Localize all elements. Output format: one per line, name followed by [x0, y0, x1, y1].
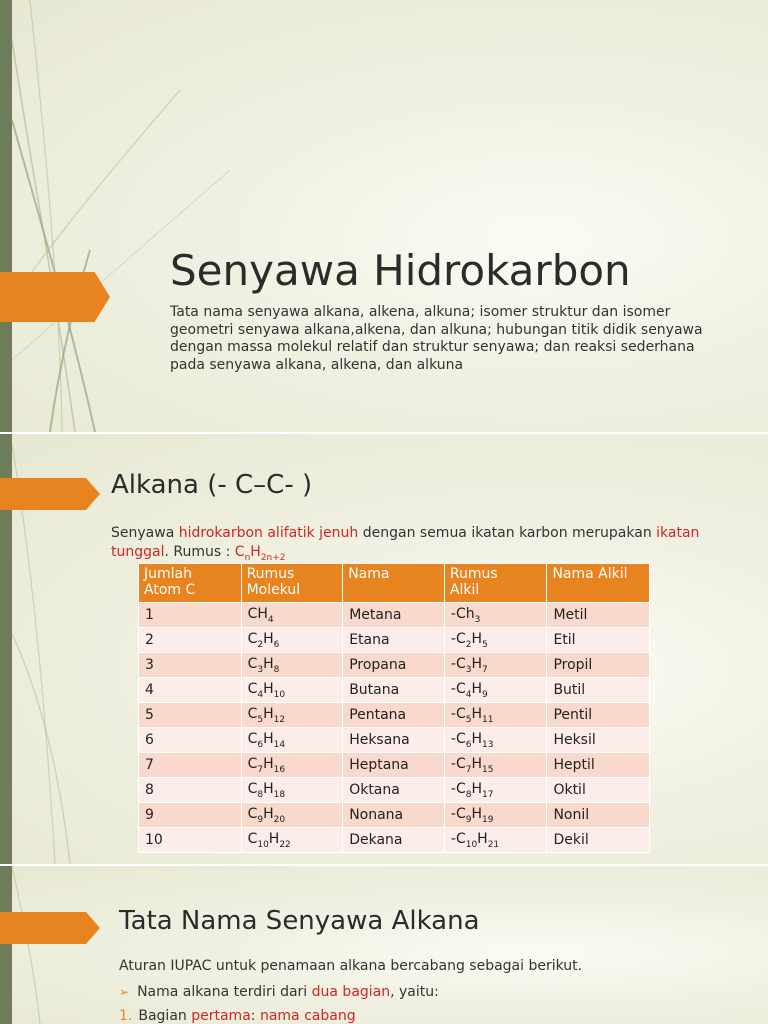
header-jumlah-atom: Jumlah Atom C: [139, 564, 242, 603]
slide-title: [0, 0, 768, 432]
header-nama-alkil: Nama Alkil: [547, 564, 650, 603]
table-row: 6 $C_6H_{14}$ Heksana $-C_6H_{13}$ Heksil: [139, 728, 650, 753]
header-rumus-molekul: Rumus Molekul: [241, 564, 343, 603]
accent-arrow: [0, 478, 100, 510]
table-row: 2 $C_2H_6$ Etana $-C_2H_5$ Etil: [139, 628, 650, 653]
table-row: 9 $C_9H_{20}$ Nonana $-C_9H_{19}$ Nonil: [139, 803, 650, 828]
highlight-term: ikatan tunggal: [111, 525, 700, 560]
table-row: 5 $C_5H_{12}$ Pentana $-C_5H_{11}$ Pentil: [139, 703, 650, 728]
highlight-term: hidrokarbon alifatik jenuh: [178, 525, 359, 541]
accent-arrow: [0, 272, 110, 322]
general-formula: $C_nH_{2n+2}$: [234, 544, 286, 563]
alkana-table: [138, 563, 650, 853]
arrow-bullet-icon: ➢: [119, 985, 130, 999]
table-header-row: [139, 564, 650, 603]
slide-title-heading: Senyawa Hidrokarbon: [170, 246, 631, 295]
slide-heading: Tata Nama Senyawa Alkana: [119, 906, 480, 936]
table-row: 3 $C_3H_8$ Propana $-C_3H_7$ Propil: [139, 653, 650, 678]
numbered-item: 1. Bagian pertama: nama cabang: [119, 1008, 356, 1024]
accent-arrow: [0, 912, 100, 944]
highlight-term: pertama: [191, 1008, 251, 1024]
slide-alkana: [0, 434, 768, 864]
header-nama: Nama: [343, 564, 445, 603]
slide-subtitle: Tata nama senyawa alkana, alkena, alkuna; isomer struktur dan isomer geometri senyawa alkana,alkena, dan alkuna; hubungan titik didik senyawa dengan massa molekul relatif dan struktur senyawa; dan reaksi sederhana pada senyawa alkana, alkena, dan alkuna: [170, 304, 703, 373]
table-row: 8 $C_8H_{18}$ Oktana $-C_8H_{17}$ Oktil: [139, 778, 650, 803]
highlight-term: dua bagian: [311, 984, 391, 1000]
header-rumus-alkil: Rumus Alkil: [444, 564, 547, 603]
decorative-grass-curves: [0, 866, 768, 1024]
slide-tata-nama: [0, 866, 768, 1024]
table-row: 1 $CH_4$ Metana $-Ch_3$ Metil: [139, 603, 650, 628]
slide-heading: Alkana (- C–C- ): [111, 470, 313, 500]
table-row: 4 $C_4H_{10}$ Butana $-C_4H_9$ Butil: [139, 678, 650, 703]
bullet-item: ➢ Nama alkana terdiri dari dua bagian, yaitu:: [119, 984, 439, 1000]
alkana-definition: Senyawa hidrokarbon alifatik jenuh dengan semua ikatan karbon merupakan ikatan tunggal. Rumus : $C_nH_{2n+2}$: [111, 525, 700, 563]
table-row: 10 $C_{10}H_{22}$ Dekana $-C_{10}H_{21}$ Dekil: [139, 828, 650, 853]
highlight-term: nama cabang: [259, 1008, 356, 1024]
iupac-intro: Aturan IUPAC untuk penamaan alkana bercabang sebagai berikut.: [119, 958, 583, 974]
table-row: 7 $C_7H_{16}$ Heptana $-C_7H_{15}$ Heptil: [139, 753, 650, 778]
